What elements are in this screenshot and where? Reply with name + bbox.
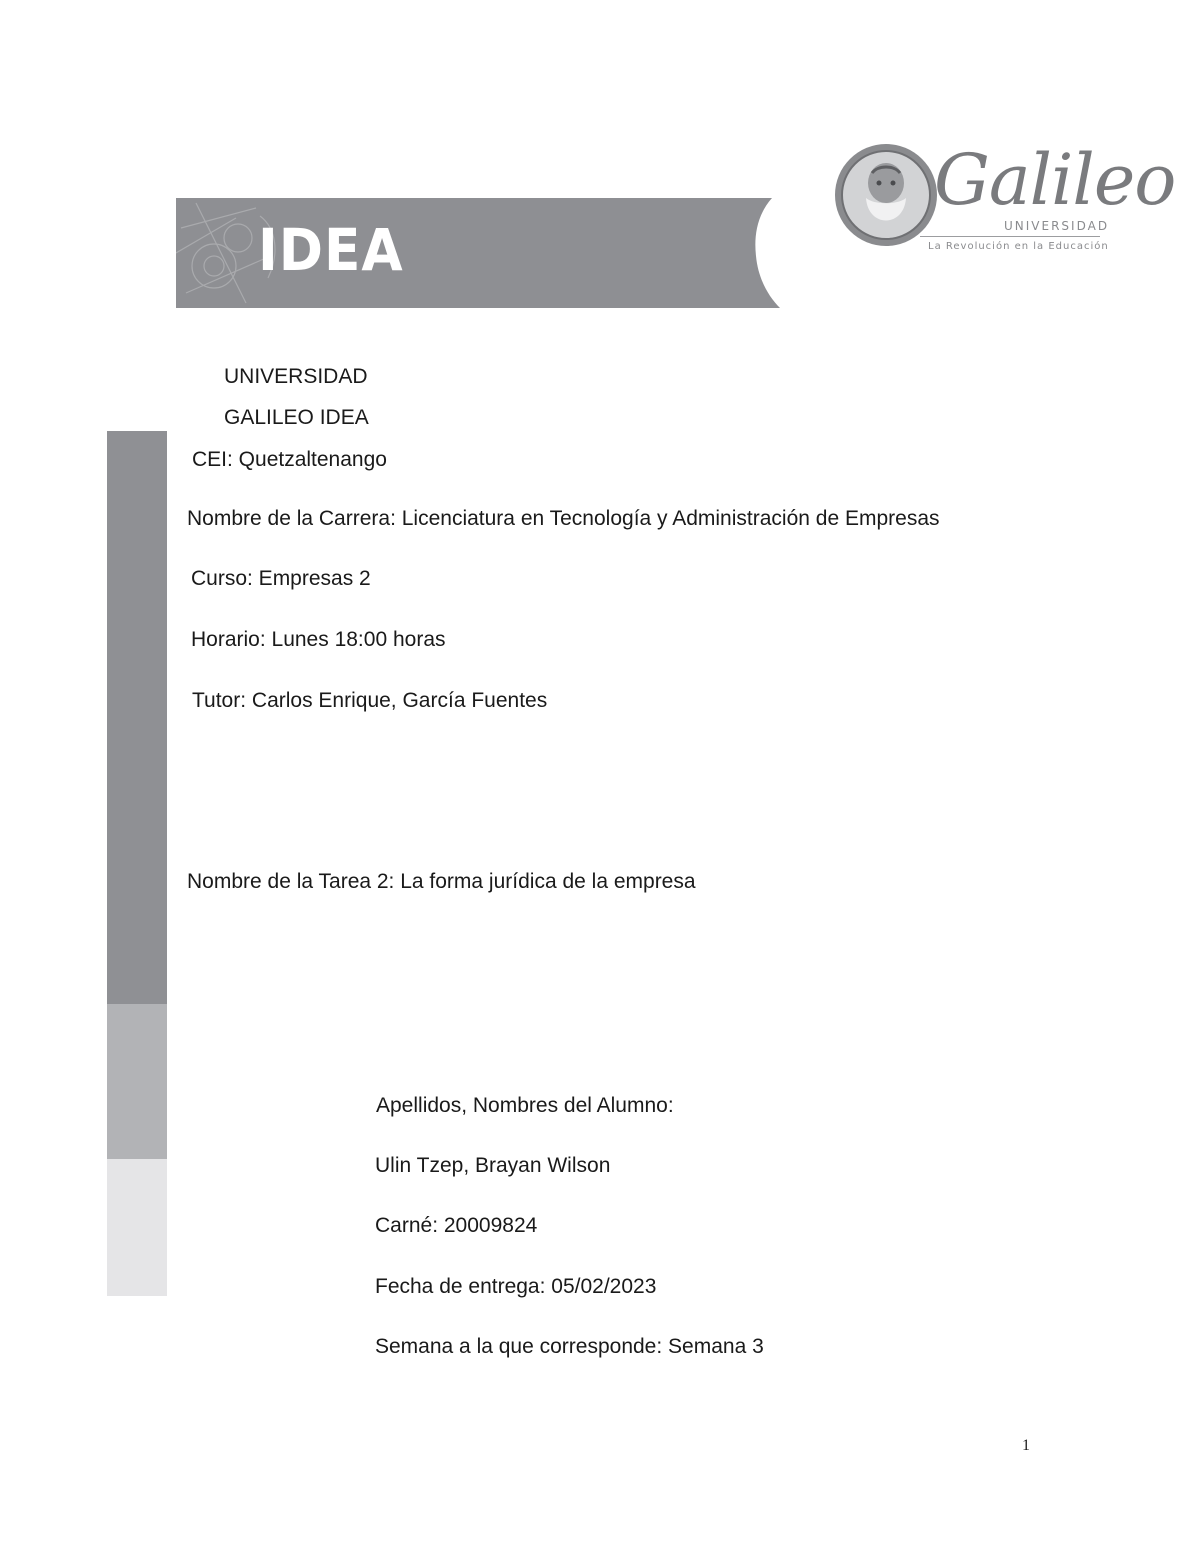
schedule-line: Horario: Lunes 18:00 horas — [191, 628, 446, 651]
header-university: UNIVERSIDAD — [224, 365, 368, 388]
side-bar-dark — [107, 431, 167, 1004]
due-date: Fecha de entrega: 05/02/2023 — [375, 1275, 657, 1298]
course-line: Curso: Empresas 2 — [191, 567, 371, 590]
tutor-line: Tutor: Carlos Enrique, García Fuentes — [192, 689, 548, 712]
logo-divider — [920, 236, 1100, 237]
logo-subtitle: UNIVERSIDAD — [1004, 219, 1110, 233]
week-line: Semana a la que corresponde: Semana 3 — [375, 1335, 764, 1358]
side-bar-mid — [107, 1004, 167, 1159]
page-number: 1 — [1022, 1437, 1030, 1454]
student-name: Ulin Tzep, Brayan Wilson — [375, 1154, 611, 1177]
galileo-portrait-seal-icon — [834, 143, 938, 247]
logo-tagline: La Revolución en la Educación — [928, 241, 1109, 252]
galileo-wordmark: Galileo — [934, 139, 1176, 221]
student-carne: Carné: 20009824 — [375, 1214, 538, 1237]
side-bar-light — [107, 1159, 167, 1296]
career-line: Nombre de la Carrera: Licenciatura en Tecnología y Administración de Empresas — [187, 507, 940, 530]
task-line: Nombre de la Tarea 2: La forma jurídica de la empresa — [187, 870, 696, 893]
student-label: Apellidos, Nombres del Alumno: — [376, 1094, 674, 1117]
idea-title: IDEA — [258, 216, 404, 284]
cei-line: CEI: Quetzaltenango — [192, 448, 387, 471]
header-galileo-idea: GALILEO IDEA — [224, 406, 369, 429]
